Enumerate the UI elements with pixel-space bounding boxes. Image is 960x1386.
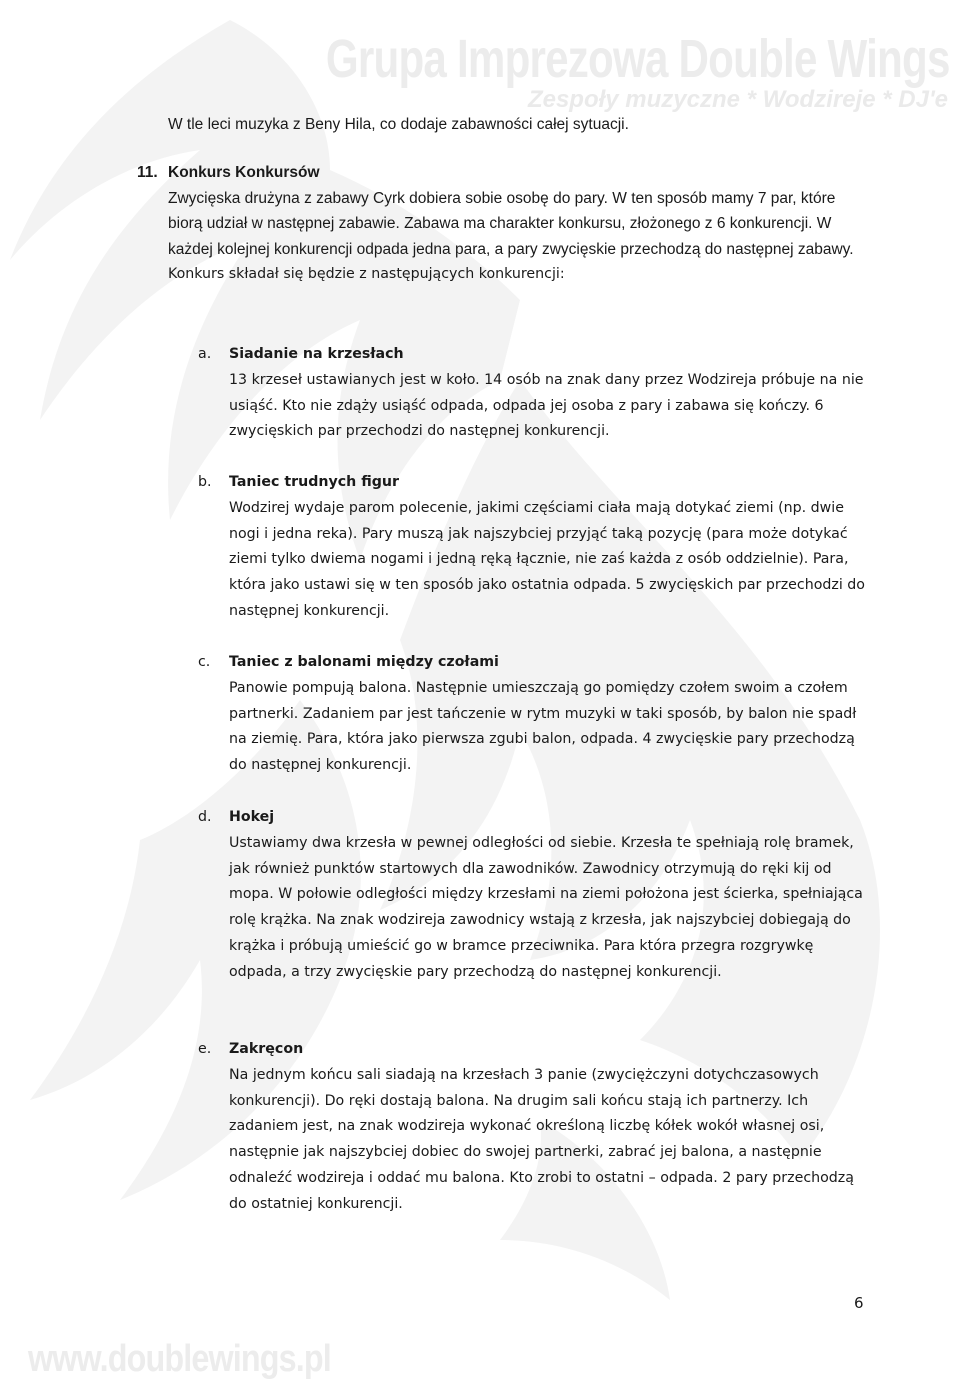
section-number: 11. [137,164,158,181]
item-letter: b. [198,474,212,490]
section-paragraph-2: Konkurs składał się będzie z następujących konkurencji: [168,266,565,282]
tagline-watermark: Zespoły muzyczne * Wodzireje * DJ'e [527,86,948,113]
section-title: Konkurs Konkursów [168,164,320,181]
item-body [229,650,875,779]
item-body [229,470,875,625]
item-letter: a. [198,346,212,362]
item-letter: e. [198,1041,212,1057]
item-text: Na jednym końcu sali siadają na krzesłach 3 panie (zwyciężczyni dotychczasowych konkurencji). Do ręki dostają balona. Na drugim sali końcu stają ich partnerzy. Ich zadaniem jest, na znak wodzireja wykonać określoną liczbę kółek wokół własnej osi, następnie jak najszybciej dobiec do swojej partnerki, zabrać jej balona, a następnie odnaleźć wodzireja i oddać mu balona. Kto zrobi to ostatni – odpada. 2 pary przechodzą do ostatniej konkurencji. [229,1066,854,1212]
item-title: Taniec trudnych figur [229,474,399,490]
item-title: Taniec z balonami między czołami [229,654,499,670]
item-body [229,805,875,986]
item-letter: d. [198,809,212,825]
section-paragraph-1: Zwycięska drużyna z zabawy Cyrk dobiera sobie osobę do pary. W ten sposób mamy 7 par, które biorą udział w następnej zabawie. Zabawa ma charakter konkursu, złożonego z 6 konkurencji. W każdej kolejnej konkurencji odpada jedna para, a pary zwycięskie przechodzą do następnej zabawy. [168,189,854,258]
page-number: 6 [854,1294,864,1312]
item-text: 13 krzeseł ustawianych jest w koło. 14 osób na znak dany przez Wodzireja próbuje na nie usiąść. Kto nie zdąży usiąść odpada, odpada jej osoba z pary i zabawa się kończy. 6 zwycięskich par przechodzi do następnej konkurencji. [229,371,864,440]
item-body [229,1037,875,1218]
intro-paragraph: W tle leci muzyka z Beny Hila, co dodaje zabawności całej sytuacji. [168,116,629,133]
item-text: Panowie pompują balona. Następnie umieszczają go pomiędzy czołem swoim a czołem partnerki. Zadaniem par jest tańczenie w rytm muzyki w taki sposób, by balon nie spadł na ziemię. Para, która jako pierwsza zgubi balon, odpada. 4 zwycięskie pary przechodzą do następnej konkurencji. [229,679,857,774]
item-body [229,342,875,445]
item-title: Hokej [229,809,275,825]
item-text: Ustawiamy dwa krzesła w pewnej odległości od siebie. Krzesła te spełniają rolę bramek, jak również punktów startowych dla zawodników. Zawodnicy otrzymują do ręki kij od mopa. W połowie odległości między krzesłami na ziemi położona jest ścierka, spełniająca rolę krążka. Na znak wodzireja zawodnicy wstają z krzesła, jak najszybciej dobiegają do krążka i próbują umieścić go w bramce przeciwnika. Para która przegra rozgrywkę odpada, a trzy zwycięskie pary przechodzą do następnej konkurencji. [229,834,863,980]
brand-watermark: Grupa Imprezowa Double Wings [326,29,950,89]
website-watermark: www.doublewings.pl [28,1338,331,1380]
item-title: Zakręcon [229,1041,304,1057]
section-body [168,160,873,288]
item-text: Wodzirej wydaje parom polecenie, jakimi częściami ciała mają dotykać ziemi (np. dwie nogi i jedna reka). Pary muszą jak najszybciej przyjąć taką pozycję (para może dotykać ziemi tylko dwiema nogami i jedną ręką łącznie, nie zaś każda z osób oddzielnie). Para, która jako ustawi się w ten sposób jako ostatnia odpada. 5 zwycięskich par przechodzi do następnej konkurencji. [229,499,865,619]
item-letter: c. [198,654,211,670]
item-title: Siadanie na krzesłach [229,346,404,362]
